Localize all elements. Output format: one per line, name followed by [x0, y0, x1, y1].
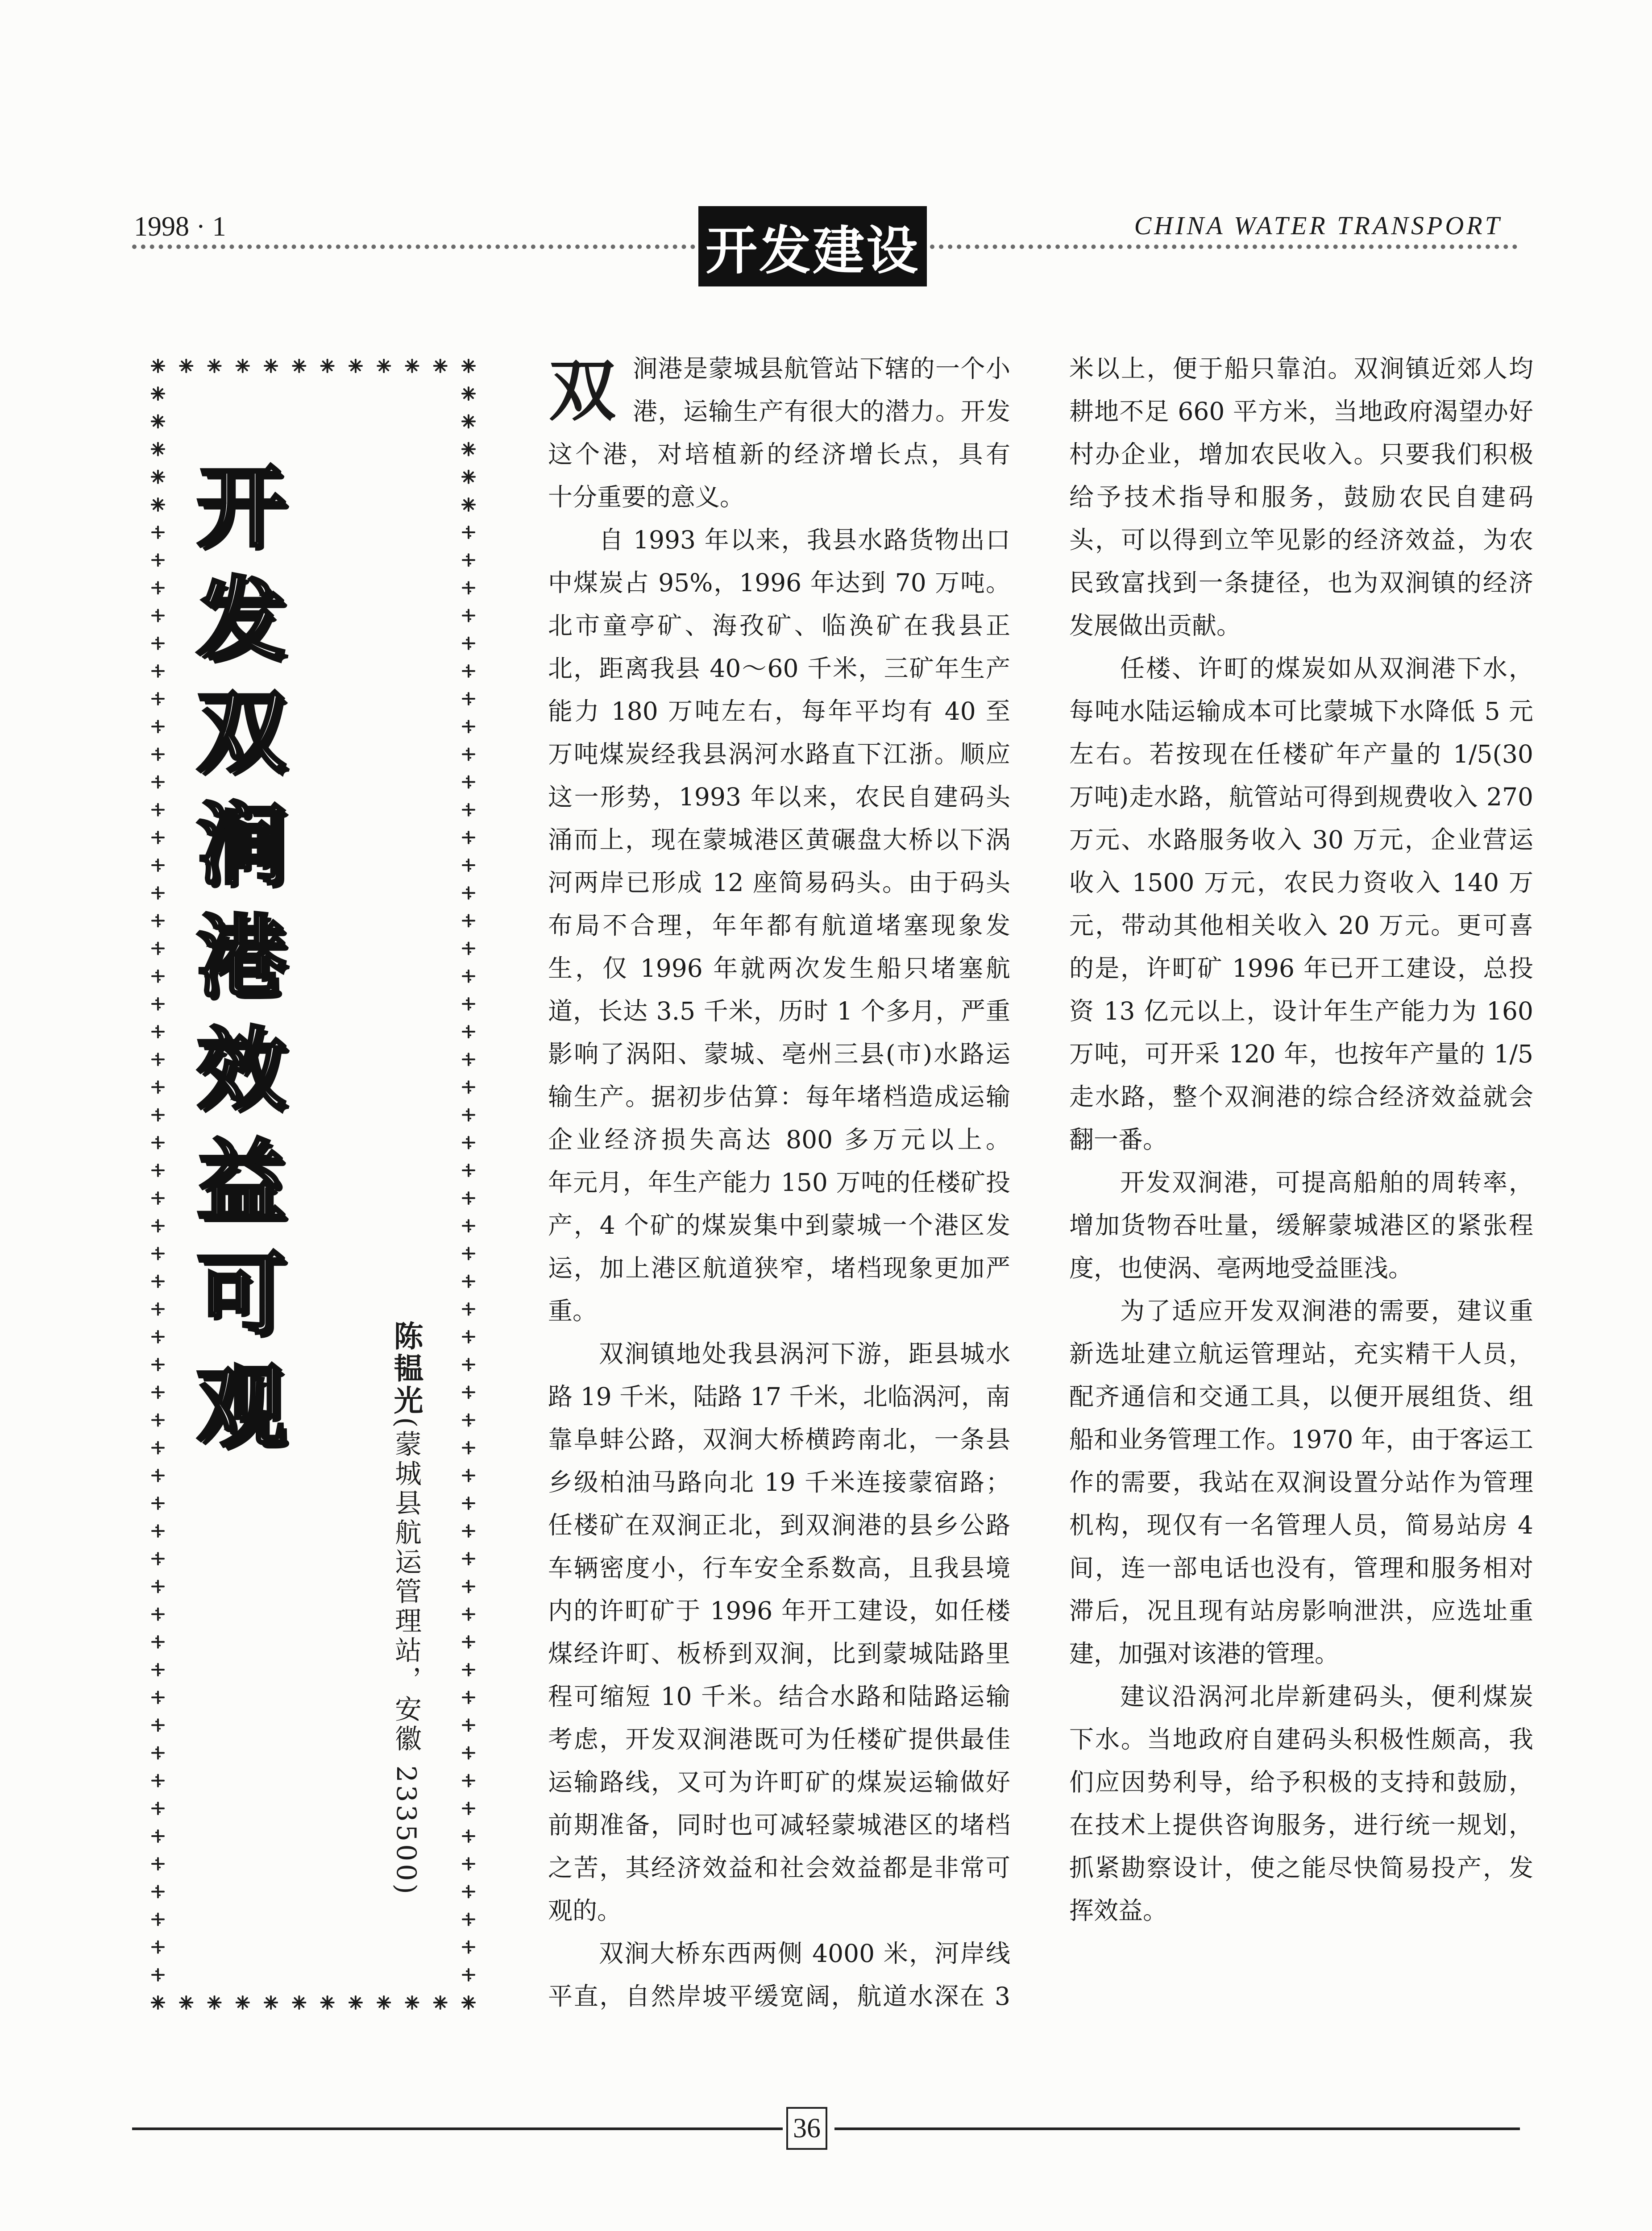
- text-line: 车辆密度小，行车安全系数高，且我县境: [548, 1554, 1010, 1582]
- header-dotted-rule: [132, 245, 695, 249]
- text-line: 任楼矿在双涧正北，到双涧港的县乡公路: [548, 1511, 1010, 1539]
- text-line: 路 19 千米，陆路 17 千米，北临涡河，南: [548, 1382, 1010, 1411]
- text-line: 能力 180 万吨左右，每年平均有 40 至: [548, 697, 1010, 726]
- cross-ornament: [152, 693, 164, 705]
- cross-ornament: [152, 1442, 164, 1454]
- cross-ornament: [463, 1830, 474, 1842]
- text-line: 双涧大桥东西两侧 4000 米，河岸线: [599, 1939, 1010, 1968]
- cross-ornament: [463, 998, 474, 1010]
- cross-ornament: [463, 1053, 474, 1065]
- cross-ornament: [152, 1331, 164, 1343]
- cross-ornament: [152, 1664, 164, 1675]
- asterisk-ornament: [462, 498, 475, 511]
- text-line: 米以上，便于船只靠泊。双涧镇近郊人均: [1069, 354, 1533, 383]
- text-line: 发展做出贡献。: [1069, 611, 1241, 640]
- cross-ornament: [152, 1276, 164, 1287]
- text-line: 收入 1500 万元，农民力资收入 140 万: [1069, 868, 1533, 897]
- cross-ornament: [152, 776, 164, 788]
- text-line: 煤经许町、板桥到双涧，比到蒙城陆路里: [548, 1639, 1010, 1668]
- text-line: 平直，自然岸坡平缓宽阔，航道水深在 3: [548, 1982, 1010, 2011]
- section-label: 开发建设: [698, 206, 927, 286]
- author-byline: [388, 1321, 424, 1897]
- text-line: 配齐通信和交通工具，以便开展组货、组: [1069, 1382, 1533, 1411]
- asterisk-ornament: [293, 1996, 305, 2009]
- text-line: 左右。若按现在任楼矿年产量的 1/5(30: [1069, 740, 1533, 768]
- paragraph: [1069, 1290, 1533, 1675]
- asterisk-ornament: [378, 1996, 390, 2009]
- asterisk-ornament: [434, 1996, 447, 2009]
- cross-ornament: [152, 1414, 164, 1426]
- text-line: 观的。: [548, 1896, 622, 1925]
- cross-ornament: [152, 1775, 164, 1787]
- cross-ornament: [463, 1081, 474, 1093]
- asterisk-ornament: [462, 360, 475, 372]
- cross-ornament: [152, 638, 164, 649]
- text-line: 北市童亭矿、海孜矿、临涣矿在我县正: [548, 611, 1010, 640]
- text-line: 挥效益。: [1069, 1896, 1168, 1925]
- text-line: 河两岸已形成 12 座简易码头。由于码头: [548, 868, 1010, 897]
- text-line: 万吨)走水路，航管站可得到规费收入 270: [1069, 783, 1533, 811]
- cross-ornament: [463, 1969, 474, 1981]
- text-line: 元，带动其他相关收入 20 万元。更可喜: [1069, 911, 1533, 940]
- cross-ornament: [463, 610, 474, 622]
- cross-ornament: [152, 1692, 164, 1703]
- cross-ornament: [463, 1858, 474, 1870]
- text-line: 考虑，开发双涧港既可为任楼矿提供最佳: [548, 1725, 1010, 1754]
- text-line: 自 1993 年以来，我县水路货物出口: [599, 526, 1010, 554]
- cross-ornament: [152, 1109, 164, 1121]
- footer-rule: [834, 2127, 1520, 2130]
- text-line: 涧港是蒙城县航管站下辖的一个小: [633, 354, 1010, 383]
- text-line: 乡级柏油马路向北 19 千米连接蒙宿路；: [548, 1468, 1010, 1497]
- cross-ornament: [152, 1553, 164, 1564]
- cross-ornament: [463, 776, 474, 788]
- asterisk-ornament: [237, 360, 249, 372]
- cross-ornament: [152, 721, 164, 732]
- cross-ornament: [463, 1359, 474, 1370]
- text-line: 给予技术指导和服务，鼓励农民自建码: [1069, 483, 1533, 511]
- cross-ornament: [463, 527, 474, 538]
- cross-ornament: [152, 527, 164, 538]
- text-line: 为了适应开发双涧港的需要，建议重: [1120, 1297, 1533, 1325]
- cross-ornament: [152, 943, 164, 954]
- cross-ornament: [152, 1858, 164, 1870]
- text-line: 十分重要的意义。: [548, 483, 745, 511]
- cross-ornament: [152, 1747, 164, 1758]
- cross-ornament: [463, 1886, 474, 1897]
- asterisk-ornament: [321, 360, 334, 372]
- asterisk-ornament: [265, 360, 277, 372]
- text-line: 头，可以得到立竿见影的经济效益，为农: [1069, 526, 1533, 554]
- cross-ornament: [463, 1137, 474, 1149]
- text-line: 下水。当地政府自建码头积极性颇高，我: [1069, 1725, 1533, 1754]
- cross-ornament: [152, 1830, 164, 1842]
- text-line: 港，运输生产有很大的潜力。开发: [633, 397, 1010, 426]
- article-column-1: [548, 347, 1010, 2018]
- cross-ornament: [463, 1165, 474, 1176]
- asterisk-ornament: [349, 360, 362, 372]
- article-title: 开发双涧港效益可观: [182, 460, 286, 1472]
- text-line: 万吨煤炭经我县涡河水路直下江浙。顺应: [548, 740, 1010, 768]
- text-line: 增加货物吞吐量，缓解蒙城港区的紧张程: [1069, 1211, 1533, 1240]
- text-line: 民致富找到一条捷径，也为双涧镇的经济: [1069, 568, 1533, 597]
- text-line: 前期准备，同时也可减轻蒙城港区的堵档: [548, 1811, 1010, 1839]
- footer-rule: [132, 2127, 783, 2130]
- asterisk-ornament: [293, 360, 305, 372]
- asterisk-ornament: [152, 443, 164, 456]
- text-line: 资 13 亿元以上，设计年生产能力为 160: [1069, 997, 1533, 1025]
- cross-ornament: [463, 1414, 474, 1426]
- cross-ornament: [463, 748, 474, 760]
- asterisk-ornament: [237, 1996, 249, 2009]
- cross-ornament: [152, 859, 164, 871]
- text-line: 们应因势利导，给予积极的支持和鼓励，: [1069, 1768, 1533, 1796]
- cross-ornament: [463, 943, 474, 954]
- cross-ornament: [463, 1525, 474, 1537]
- cross-ornament: [463, 1609, 474, 1620]
- cross-ornament: [463, 1692, 474, 1703]
- article-column-2: [1069, 347, 1533, 1932]
- text-line: 新选址建立航运管理站，充实精干人员，: [1069, 1339, 1533, 1368]
- cross-ornament: [152, 1081, 164, 1093]
- cross-ornament: [463, 582, 474, 593]
- cross-ornament: [463, 1220, 474, 1232]
- cross-ornament: [152, 1359, 164, 1370]
- cross-ornament: [152, 1969, 164, 1981]
- text-line: 开发双涧港，可提高船舶的周转率，: [1120, 1168, 1533, 1197]
- asterisk-ornament: [462, 415, 475, 427]
- cross-ornament: [463, 1719, 474, 1731]
- asterisk-ornament: [462, 443, 475, 456]
- cross-ornament: [463, 1747, 474, 1758]
- cross-ornament: [152, 1248, 164, 1259]
- text-line: 建，加强对该港的管理。: [1069, 1639, 1340, 1668]
- text-line: 作的需要，我站在双涧设置分站作为管理: [1069, 1468, 1533, 1497]
- text-line: 每吨水陆运输成本可比蒙城下水降低 5 元: [1069, 697, 1533, 726]
- text-line: 内的许町矿于 1996 年开工建设，如任楼: [548, 1597, 1010, 1625]
- text-line: 之苦，其经济效益和社会效益都是非常可: [548, 1854, 1010, 1882]
- text-line: 这个港，对培植新的经济增长点，具有: [548, 440, 1010, 469]
- text-line: 建议沿涡河北岸新建码头，便利煤炭: [1120, 1682, 1533, 1711]
- cross-ornament: [152, 748, 164, 760]
- author-affiliation: (蒙城县航运管理站，安徽 233500): [390, 1417, 422, 1897]
- cross-ornament: [463, 1331, 474, 1343]
- paragraph: [1069, 347, 1533, 647]
- asterisk-ornament: [434, 360, 447, 372]
- text-line: 北，距离我县 40～60 千米，三矿年生产: [548, 654, 1010, 683]
- asterisk-ornament: [208, 360, 221, 372]
- cross-ornament: [152, 1497, 164, 1509]
- cross-ornament: [152, 1220, 164, 1232]
- asterisk-ornament: [208, 1996, 221, 2009]
- journal-name: CHINA WATER TRANSPORT: [1134, 211, 1502, 240]
- cross-ornament: [463, 804, 474, 816]
- cross-ornament: [152, 1053, 164, 1065]
- cross-ornament: [152, 1026, 164, 1037]
- cross-ornament: [152, 1719, 164, 1731]
- paragraph: [1069, 1161, 1533, 1290]
- text-line: 度，也使涡、亳两地受益匪浅。: [1069, 1254, 1413, 1282]
- cross-ornament: [463, 721, 474, 732]
- text-line: 运输路线，又可为许町矿的煤炭运输做好: [548, 1768, 1010, 1796]
- asterisk-ornament: [462, 1996, 475, 2009]
- cross-ornament: [463, 1109, 474, 1121]
- cross-ornament: [463, 859, 474, 871]
- asterisk-ornament: [321, 1996, 334, 2009]
- cross-ornament: [463, 1248, 474, 1259]
- cross-ornament: [463, 638, 474, 649]
- cross-ornament: [152, 804, 164, 816]
- cross-ornament: [152, 1165, 164, 1176]
- cross-ornament: [463, 1442, 474, 1454]
- text-line: 中煤炭占 95%，1996 年达到 70 万吨。: [548, 568, 1010, 597]
- paragraph: [548, 518, 1010, 1332]
- cross-ornament: [152, 998, 164, 1010]
- cross-ornament: [463, 1913, 474, 1925]
- asterisk-ornament: [152, 387, 164, 400]
- cross-ornament: [152, 610, 164, 622]
- text-line: 道，长达 3.5 千米，历时 1 个多月，严重: [548, 997, 1010, 1025]
- cross-ornament: [463, 1941, 474, 1953]
- text-line: 这一形势，1993 年以来，农民自建码头: [548, 783, 1010, 811]
- asterisk-ornament: [406, 360, 418, 372]
- asterisk-ornament: [152, 415, 164, 427]
- cross-ornament: [152, 1192, 164, 1204]
- text-line: 间，连一部电话也没有，管理和服务相对: [1069, 1554, 1533, 1582]
- text-line: 任楼、许町的煤炭如从双涧港下水，: [1120, 654, 1533, 683]
- text-line: 生，仅 1996 年就两次发生船只堵塞航: [548, 954, 1010, 983]
- cross-ornament: [463, 1664, 474, 1675]
- cross-ornament: [152, 1470, 164, 1481]
- text-line: 涌而上，现在蒙城港区黄碾盘大桥以下涡: [548, 825, 1010, 854]
- cross-ornament: [463, 1026, 474, 1037]
- cross-ornament: [463, 832, 474, 843]
- asterisk-ornament: [152, 360, 164, 372]
- cross-ornament: [463, 1386, 474, 1398]
- text-line: 影响了涡阳、蒙城、亳州三县(市)水路运: [548, 1040, 1010, 1068]
- cross-ornament: [463, 665, 474, 677]
- page-number: 36: [786, 2107, 827, 2150]
- cross-ornament: [152, 1636, 164, 1648]
- text-line: 走水路，整个双涧港的综合经济效益就会: [1069, 1082, 1533, 1111]
- text-line: 重。: [548, 1297, 598, 1325]
- text-line: 村办企业，增加农民收入。只要我们积极: [1069, 440, 1533, 469]
- asterisk-ornament: [462, 387, 475, 400]
- cross-ornament: [463, 1497, 474, 1509]
- cross-ornament: [152, 1886, 164, 1897]
- cross-ornament: [463, 1775, 474, 1787]
- asterisk-ornament: [378, 360, 390, 372]
- paragraph: [548, 1932, 1010, 2018]
- text-line: 运，加上港区航道狭窄，堵档现象更加严: [548, 1254, 1010, 1282]
- cross-ornament: [463, 915, 474, 926]
- text-line: 在技术上提供咨询服务，进行统一规划，: [1069, 1811, 1533, 1839]
- cross-ornament: [152, 1303, 164, 1315]
- text-line: 万元、水路服务收入 30 万元，企业营运: [1069, 825, 1533, 854]
- cross-ornament: [152, 887, 164, 899]
- issue-number: 1998 · 1: [134, 211, 226, 242]
- text-line: 企业经济损失高达 800 多万元以上。: [548, 1125, 1010, 1154]
- asterisk-ornament: [152, 1996, 164, 2009]
- asterisk-ornament: [462, 471, 475, 483]
- cross-ornament: [463, 1803, 474, 1814]
- asterisk-ornament: [152, 498, 164, 511]
- asterisk-ornament: [265, 1996, 277, 2009]
- cross-ornament: [463, 1580, 474, 1592]
- text-line: 抓紧勘察设计，使之能尽快简易投产，发: [1069, 1854, 1533, 1882]
- cross-ornament: [152, 1609, 164, 1620]
- author-name: 陈韫光: [389, 1321, 423, 1417]
- text-line: 机构，现仅有一名管理人员，简易站房 4: [1069, 1511, 1533, 1539]
- text-line: 年元月，年生产能力 150 万吨的任楼矿投: [548, 1168, 1010, 1197]
- cross-ornament: [152, 832, 164, 843]
- text-line: 靠阜蚌公路，双涧大桥横跨南北，一条县: [548, 1425, 1010, 1454]
- cross-ornament: [152, 1386, 164, 1398]
- asterisk-ornament: [349, 1996, 362, 2009]
- text-line: 万吨，可开采 120 年，也按年产量的 1/5: [1069, 1040, 1533, 1068]
- cross-ornament: [152, 1525, 164, 1537]
- paragraph: [1069, 1675, 1533, 1932]
- text-line: 的是，许町矿 1996 年已开工建设，总投: [1069, 954, 1533, 983]
- cross-ornament: [463, 554, 474, 566]
- cross-ornament: [152, 1803, 164, 1814]
- cross-ornament: [463, 1553, 474, 1564]
- text-line: 布局不合理，年年都有航道堵塞现象发: [548, 911, 1010, 940]
- paragraph: [548, 1332, 1010, 1932]
- paragraph: [548, 347, 1010, 518]
- cross-ornament: [463, 970, 474, 982]
- cross-ornament: [152, 554, 164, 566]
- drop-cap: 双: [549, 352, 616, 430]
- text-line: 程可缩短 10 千米。结合水路和陆路运输: [548, 1682, 1010, 1711]
- cross-ornament: [463, 1192, 474, 1204]
- text-line: 翻一番。: [1069, 1125, 1168, 1154]
- cross-ornament: [463, 887, 474, 899]
- asterisk-ornament: [406, 1996, 418, 2009]
- cross-ornament: [152, 915, 164, 926]
- text-line: 双涧镇地处我县涡河下游，距县城水: [599, 1339, 1010, 1368]
- asterisk-ornament: [180, 1996, 192, 2009]
- cross-ornament: [463, 1303, 474, 1315]
- text-line: 输生产。据初步估算：每年堵档造成运输: [548, 1082, 1010, 1111]
- text-line: 耕地不足 660 平方米，当地政府渴望办好: [1069, 397, 1533, 426]
- text-line: 滞后，况且现有站房影响泄洪，应选址重: [1069, 1597, 1533, 1625]
- cross-ornament: [463, 1276, 474, 1287]
- cross-ornament: [463, 1470, 474, 1481]
- cross-ornament: [152, 665, 164, 677]
- cross-ornament: [152, 970, 164, 982]
- paragraph: [1069, 647, 1533, 1161]
- text-line: 产，4 个矿的煤炭集中到蒙城一个港区发: [548, 1211, 1010, 1240]
- cross-ornament: [152, 1913, 164, 1925]
- text-line: 船和业务管理工作。1970 年，由于客运工: [1069, 1425, 1533, 1454]
- cross-ornament: [152, 1580, 164, 1592]
- asterisk-ornament: [152, 471, 164, 483]
- cross-ornament: [152, 1137, 164, 1149]
- cross-ornament: [463, 693, 474, 705]
- cross-ornament: [463, 1636, 474, 1648]
- cross-ornament: [152, 582, 164, 593]
- header-dotted-rule: [930, 245, 1517, 249]
- asterisk-ornament: [180, 360, 192, 372]
- cross-ornament: [152, 1941, 164, 1953]
